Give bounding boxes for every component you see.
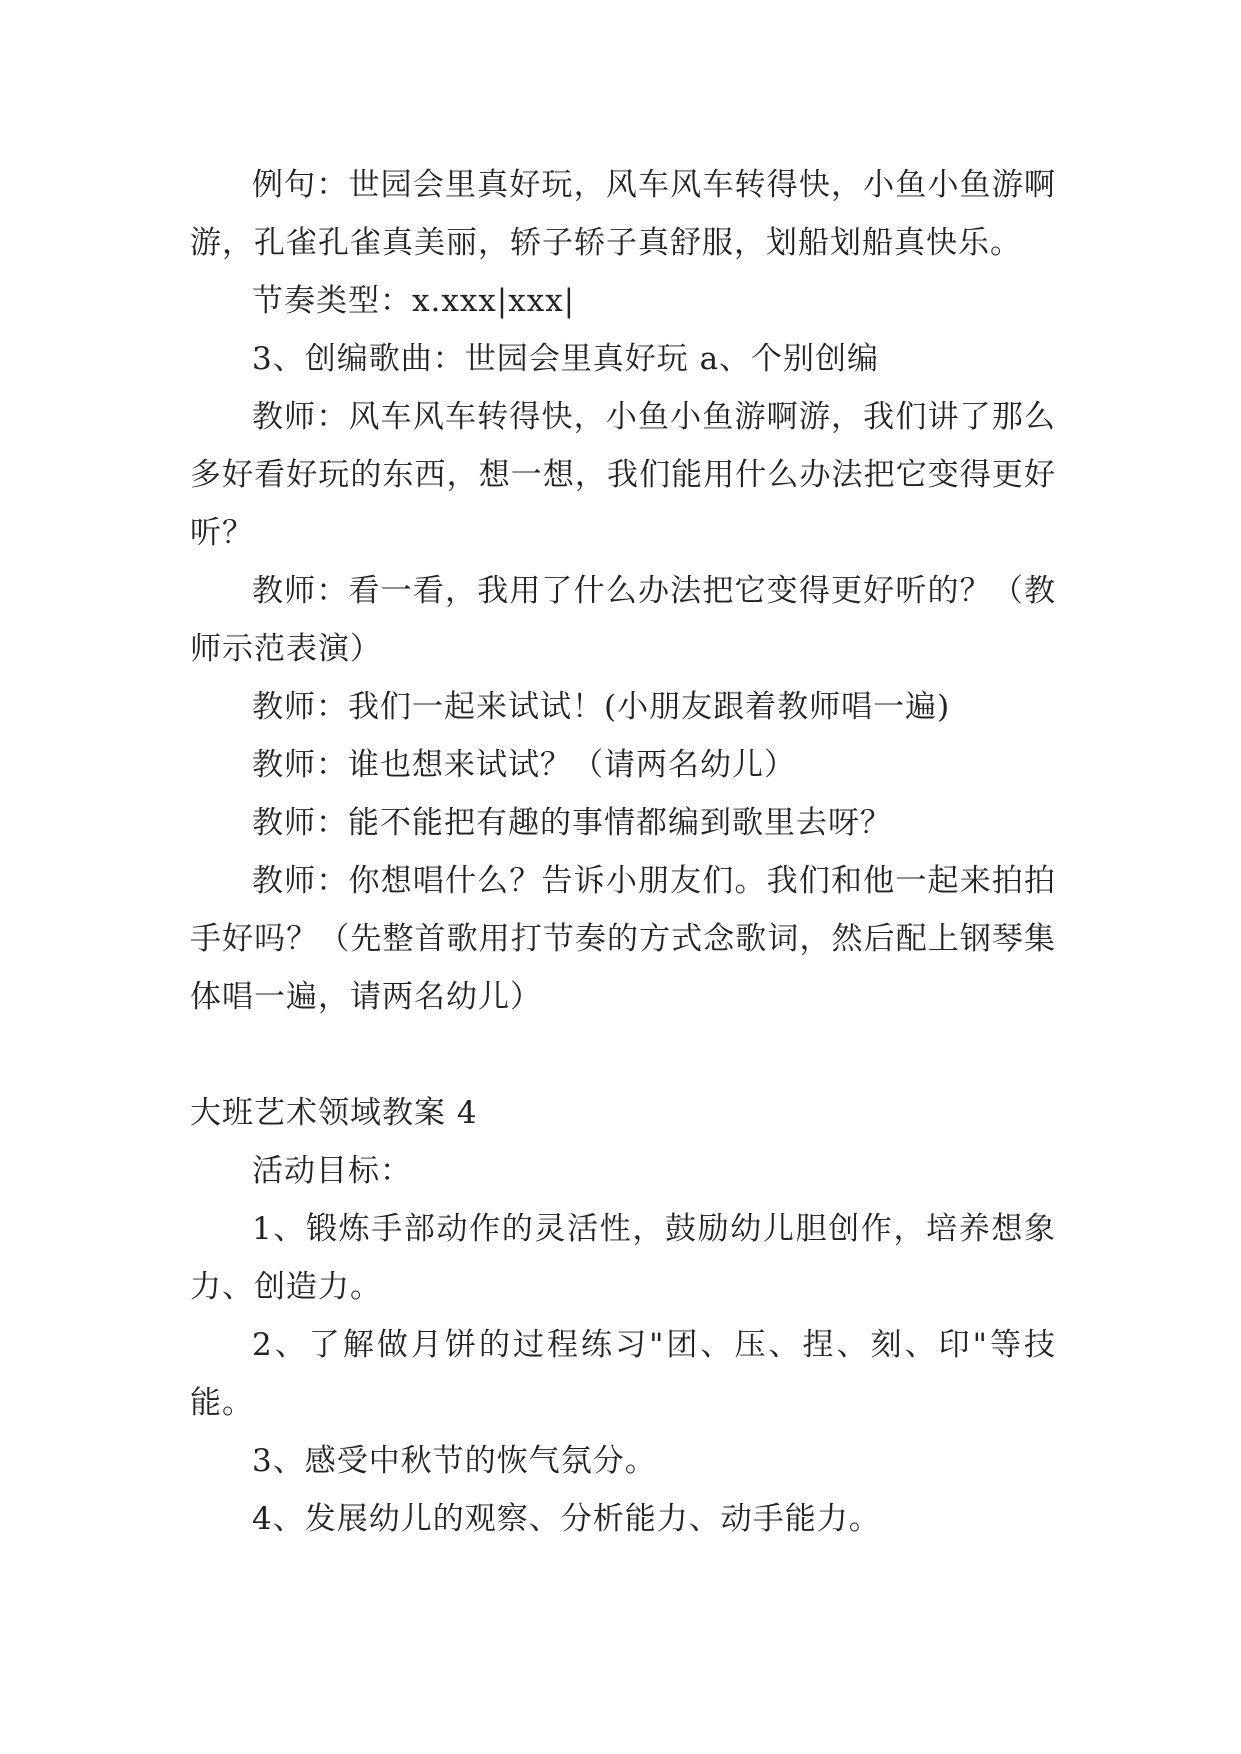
- goal-item: 3、感受中秋节的恢气氛分。: [252, 1443, 657, 1479]
- goal-item: 2、了解做月饼的过程练习"团、压、捏、刻、印"等技能。: [190, 1327, 1056, 1421]
- teacher-line-paragraph: 教师：谁也想来试试？（请两名幼儿）: [252, 747, 796, 783]
- goal-item: 1、锻炼手部动作的灵活性，鼓励幼儿胆创作，培养想象力、创造力。: [190, 1211, 1056, 1305]
- song-creation-step: 3、创编歌曲：世园会里真好玩 a、个别创编: [252, 341, 880, 377]
- activity-goals-label: 活动目标：: [252, 1153, 412, 1189]
- document-body: [190, 156, 1056, 1548]
- teacher-line-paragraph: 教师：你想唱什么？告诉小朋友们。我们和他一起来拍拍手好吗？（先整首歌用打节奏的方式念歌词，然后配上钢琴集体唱一遍，请两名幼儿）: [190, 863, 1056, 1015]
- example-sentence-paragraph: 例句：世园会里真好玩，风车风车转得快，小鱼小鱼游啊游，孔雀孔雀真美丽，轿子轿子真舒服，划船划船真快乐。: [190, 167, 1056, 261]
- goal-item: 4、发展幼儿的观察、分析能力、动手能力。: [252, 1501, 881, 1537]
- teacher-line-paragraph: 教师：我们一起来试试！(小朋友跟着教师唱一遍): [252, 689, 951, 725]
- teacher-line-paragraph: 教师：能不能把有趣的事情都编到歌里去呀？: [252, 805, 892, 841]
- teacher-line-paragraph: 教师：看一看，我用了什么办法把它变得更好听的？（教师示范表演）: [190, 573, 1056, 667]
- teacher-line-paragraph: 教师：风车风车转得快，小鱼小鱼游啊游，我们讲了那么多好看好玩的东西，想一想，我们能用什么办法把它变得更好听？: [190, 399, 1056, 551]
- rhythm-type-paragraph: 节奏类型：x.xxx|xxx|: [252, 283, 576, 319]
- section-spacer: [190, 1026, 1056, 1084]
- section-heading: 大班艺术领域教案 4: [190, 1095, 478, 1131]
